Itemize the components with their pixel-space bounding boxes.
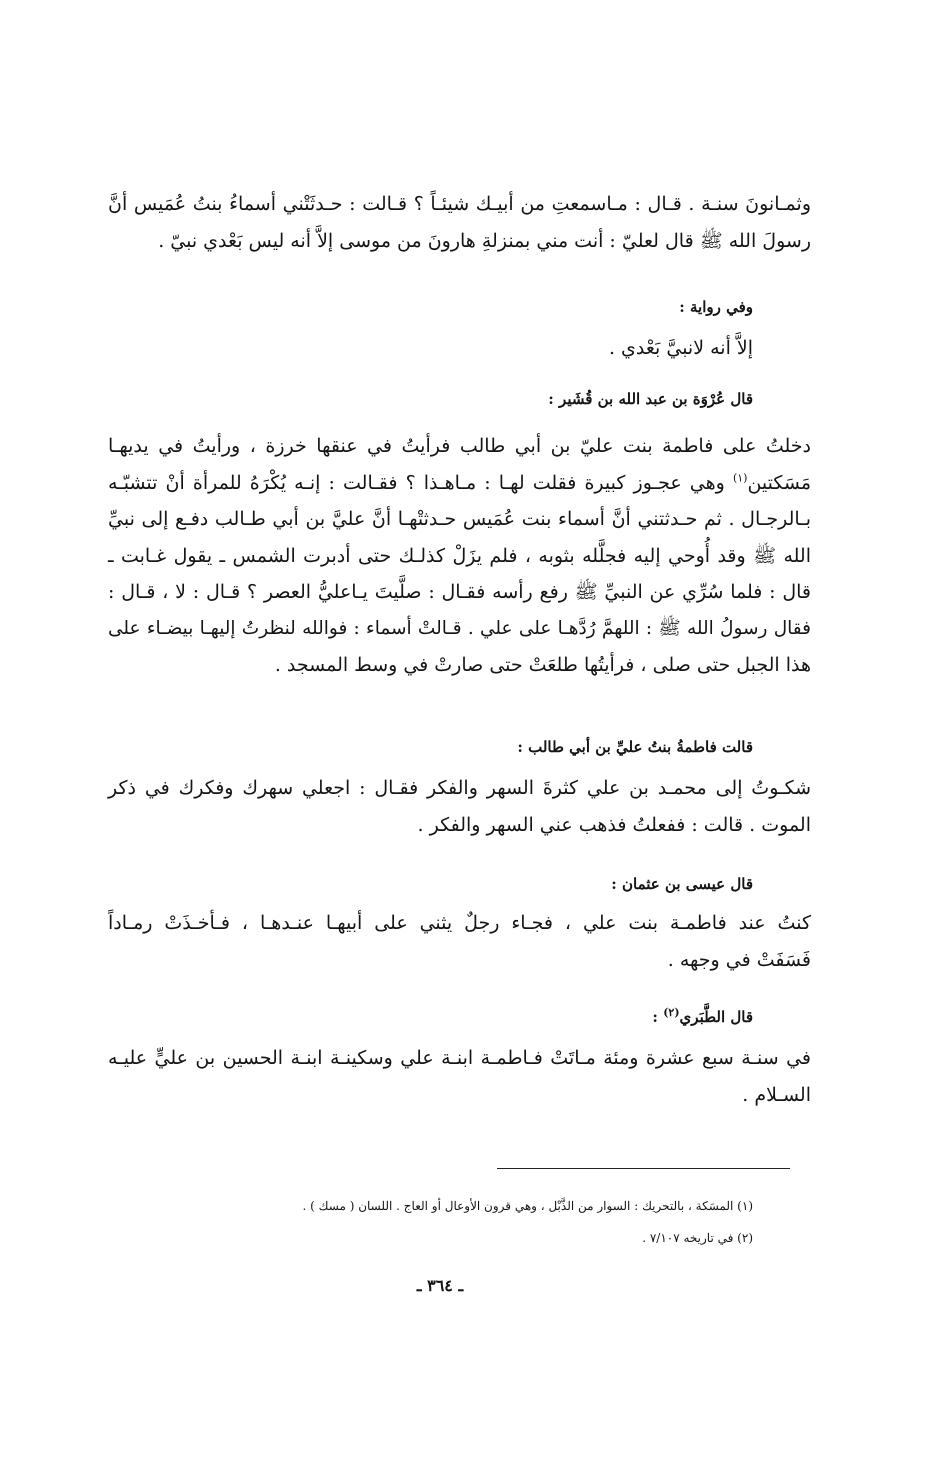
text-line: إلاَّ أنه لانبيَّ بَعْدي . [608,337,753,359]
text-line: شكـوتُ إلى محمـد بن علي كثرةَ السهر والفكر فقـال : اجعلي سهرك وفكرك في ذكر [108,777,811,799]
paragraph-1 [108,186,811,259]
text-line: في سنـة سبع عشرة ومئة مـاتَتْ فـاطمـة ابنـة علي وسكينـة ابنـة الحسين بن عليٍّ عليـه [108,1047,811,1069]
section-heading: قال عُرْوَة بن عبد الله بن قُشَير : [548,390,753,408]
text-line: رسولَ الله ﷺ قال لعليّ : أنت مني بمنزلةِ هارونَ من موسى إلاَّ أنه ليس بَعْدي نبيّ . [158,229,811,252]
text-line: هذا الجبل حتى صلى ، فرأيتُها طلعَتْ حتى صارتْ في وسط المسجد . [274,654,811,676]
paragraph-2 [108,330,753,367]
text-line [108,465,811,502]
text-line: فَسَفَتْ في وجهه . [667,948,811,971]
paragraph-3 [108,428,811,684]
heading-text: قال الطَّبَري [679,1008,753,1026]
paragraph-6 [108,1040,811,1113]
section-heading [108,1006,753,1028]
page-number: ـ ٣٦٤ ـ [416,1276,464,1295]
section-heading: وفي رواية : [679,298,753,316]
text-line: السـلام . [742,1083,811,1106]
section-heading: قالت فاطمةُ بنتُ عليِّ بن أبي طالب : [517,738,753,756]
text-line: وثمـانونَ سنـة . قـال : مـاسمعتِ من أبيـك شيئـاً ؟ قـالت : حـدثَتْني أسماءُ بنتُ عُمَيس أنَّ [108,193,811,215]
footnote-divider [497,1168,790,1169]
text-line: فقال رسولُ الله ﷺ : اللهمَّ رُدَّهـا على علي . قـالتْ أسماء : فوالله لنظرتُ إليهـا بيضـاء على [108,617,811,639]
footnote-2: (٢) في تاريخه ٧/١٠٧ . [642,1231,753,1245]
footnote-ref: (١) [732,471,748,485]
heading-colon: : [652,1008,664,1026]
paragraph-5 [108,905,811,978]
text-line: بـالرجـال . ثم حـدثتني أنَّ أسماء بنت عُمَيس حـدثتْهـا أنَّ عليَّ بن أبي طـالب دفـع إلى نبيِّ [108,508,811,530]
text-line: الموت . قالت : ففعلتُ فذهب عني السهر والفكر . [417,813,811,836]
text-fragment: مَسَكتين [747,471,812,494]
text-line: كنتُ عند فاطمـة بنت علي ، فجـاء رجلٌ يثني على أبيهـا عنـدهـا ، فـأخـذَتْ رمـاداً [108,912,811,934]
text-line: قال : فلما سُرِّي عن النبيِّ ﷺ رفع رأسه فقـال : صلَّيتَ يـاعليُّ العصر ؟ قـال : لا ، قـال : [108,581,811,603]
footnote-1: (١) المسَكة ، بالتحريك : السوار من الذَّبْل ، وهي قرون الأوعال أو العاج . اللسان ( مسك ) . [302,1199,753,1213]
paragraph-4 [108,770,811,843]
text-fragment: وهي عجـوز كبيرة فقلت لهـا : مـاهـذا ؟ فقـالت : إنـه يُكْرَهُ للمرأة أنْ تتشبّـه [108,471,725,494]
text-line: دخلتُ على فاطمة بنت عليّ بن أبي طالب فرأيتُ في عنقها خرزة ، ورأيتُ في يديهـا [108,435,811,457]
text-line: الله ﷺ وقد أُوحي إليه فجلَّله بثوبه ، فلم يزَلْ كذلـك حتى أدبرت الشمس ـ يقول غـابت ـ [108,544,811,567]
section-heading: قال عيسى بن عثمان : [611,875,753,893]
footnote-ref: (٢) [663,1006,680,1019]
